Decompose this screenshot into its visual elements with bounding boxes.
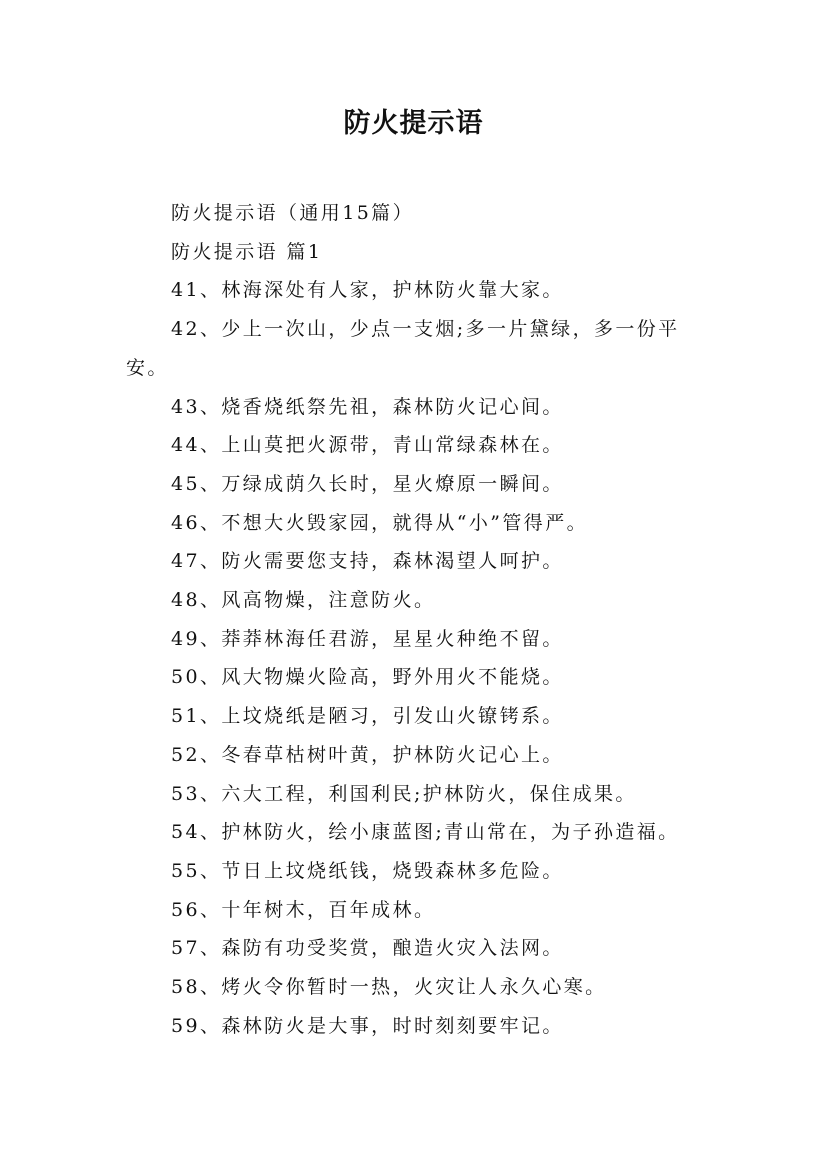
list-item: 50、风大物燥火险高，野外用火不能烧。: [171, 666, 564, 689]
subtitle-paragraph: 防火提示语（通用15篇）: [171, 202, 414, 224]
list-item: 59、森林防火是大事，时时刻刻要牢记。: [171, 1014, 564, 1037]
list-item: 41、林海深处有人家，护林防火靠大家。: [171, 279, 564, 302]
list-item: 46、不想大火毁家园，就得从“小”管得严。: [171, 511, 589, 534]
list-item: 47、防火需要您支持，森林渴望人呵护。: [171, 550, 564, 573]
list-item: 42、少上一次山，少点一支烟;多一片黛绿，多一份平安。: [126, 318, 680, 379]
list-item: 49、莽莽林海任君游，星星火种绝不留。: [171, 627, 564, 650]
list-item: 54、护林防火，绘小康蓝图;青山常在，为子孙造福。: [171, 821, 680, 844]
section-heading: 防火提示语 篇1: [171, 240, 323, 263]
list-item: 43、烧香烧纸祭先祖，森林防火记心间。: [171, 395, 564, 418]
list-item: 51、上坟烧纸是陋习，引发山火镣铐系。: [171, 705, 564, 728]
list-item: 45、万绿成荫久长时，星火燎原一瞬间。: [171, 472, 564, 495]
document-body: [126, 194, 711, 1045]
list-item: 56、十年树木，百年成林。: [171, 898, 436, 921]
page-title: 防火提示语: [343, 108, 484, 139]
list-item: 53、六大工程，利国利民;护林防火，保住成果。: [171, 782, 637, 805]
list-item: 57、森防有功受奖赏，酿造火灾入法网。: [171, 937, 564, 960]
list-item: 58、烤火令你暂时一热，火灾让人永久心寒。: [171, 976, 607, 999]
list-item: 52、冬春草枯树叶黄，护林防火记心上。: [171, 743, 564, 766]
list-item: 48、风高物燥，注意防火。: [171, 589, 436, 612]
list-item: 44、上山莫把火源带，青山常绿森林在。: [171, 434, 564, 457]
list-item: 55、节日上坟烧纸钱，烧毁森林多危险。: [171, 859, 564, 882]
